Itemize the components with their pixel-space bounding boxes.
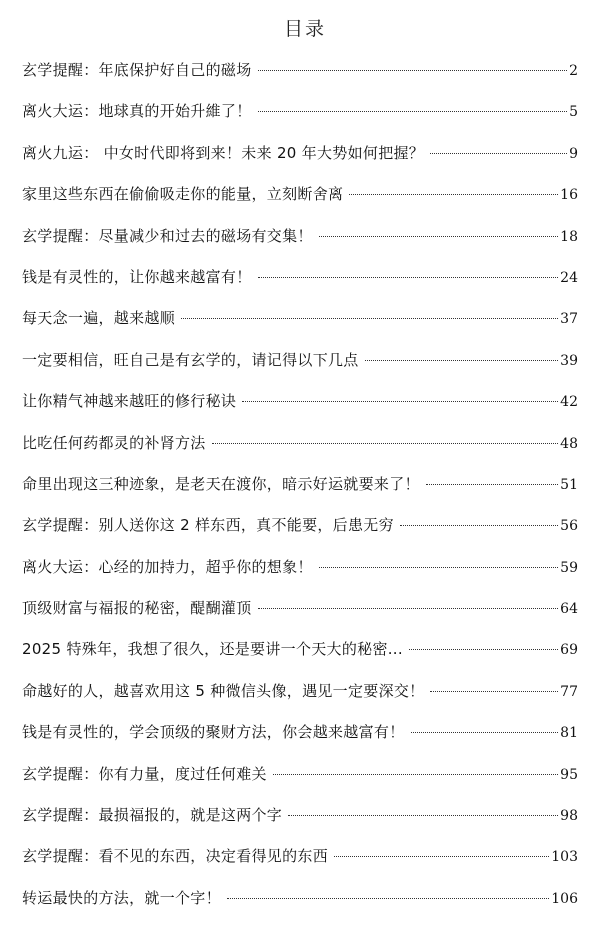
toc-entry[interactable]	[22, 302, 578, 343]
toc-entry[interactable]	[22, 261, 578, 302]
toc-entry[interactable]	[22, 840, 578, 881]
toc-entry-title[interactable]: 钱是有灵性的，让你越来越富有！	[22, 267, 252, 286]
toc-entry-title[interactable]: 玄学提醒：别人送你这 2 样东西，真不能要，后患无穷	[22, 516, 394, 535]
toc-entry[interactable]	[22, 592, 578, 633]
toc-entry-page-number[interactable]: 37	[560, 311, 578, 328]
dot-leader	[242, 401, 558, 402]
toc-entry[interactable]	[22, 137, 578, 178]
toc-entry[interactable]	[22, 178, 578, 219]
toc-entry-page-number[interactable]: 95	[560, 766, 578, 783]
toc-entry-title[interactable]: 转运最快的方法，就一个字！	[22, 888, 221, 907]
toc-entry-title[interactable]: 离火大运：心经的加持力，超乎你的想象！	[22, 557, 313, 576]
toc-entry[interactable]	[22, 95, 578, 136]
toc-entry[interactable]	[22, 633, 578, 674]
toc-entry-title[interactable]: 玄学提醒：年底保护好自己的磁场	[22, 61, 252, 79]
toc-entry-title[interactable]: 比吃任何药都灵的补肾方法	[22, 433, 206, 452]
dot-leader	[349, 194, 558, 195]
dot-leader	[400, 525, 558, 526]
toc-entry-title[interactable]: 命越好的人，越喜欢用这 5 种微信头像，遇见一定要深交！	[22, 681, 425, 700]
toc-entry-page-number[interactable]: 48	[560, 435, 578, 452]
toc-entry[interactable]	[22, 799, 578, 840]
dot-leader	[319, 236, 558, 237]
dot-leader	[426, 484, 558, 485]
toc-entry-page-number[interactable]: 5	[569, 104, 578, 121]
dot-leader	[227, 898, 549, 899]
toc-entry[interactable]	[22, 468, 578, 509]
dot-leader	[258, 608, 559, 609]
toc-entry-title[interactable]: 顶级财富与福报的秘密，醍醐灌顶	[22, 599, 252, 618]
toc-entry-page-number[interactable]: 81	[560, 725, 578, 742]
toc-entry-page-number[interactable]: 64	[560, 601, 578, 618]
dot-leader	[258, 277, 559, 278]
toc-entry-page-number[interactable]: 103	[551, 849, 578, 866]
toc-entry[interactable]	[22, 344, 578, 385]
dot-leader	[409, 649, 558, 650]
toc-entry[interactable]	[22, 509, 578, 550]
toc-entry-page-number[interactable]: 59	[560, 559, 578, 576]
dot-leader	[212, 443, 559, 444]
toc-entry-title[interactable]: 家里这些东西在偷偷吸走你的能量，立刻断舍离	[22, 185, 344, 204]
dot-leader	[411, 732, 559, 733]
toc-entry-page-number[interactable]: 51	[560, 476, 578, 493]
toc-entry-page-number[interactable]: 98	[560, 808, 578, 825]
toc-entry-page-number[interactable]: 69	[560, 642, 578, 659]
toc-list	[22, 54, 578, 923]
toc-entry[interactable]	[22, 551, 578, 592]
dot-leader	[334, 856, 549, 857]
dot-leader	[258, 70, 568, 71]
toc-entry-title[interactable]: 玄学提醒：尽量减少和过去的磁场有交集！	[22, 226, 313, 245]
toc-entry-title[interactable]: 一定要相信，旺自己是有玄学的，请记得以下几点	[22, 350, 359, 369]
toc-entry-page-number[interactable]: 106	[551, 890, 578, 907]
toc-entry-page-number[interactable]: 2	[569, 63, 578, 79]
toc-entry-page-number[interactable]: 9	[569, 145, 578, 162]
toc-entry-page-number[interactable]: 18	[560, 228, 578, 245]
toc-heading: 目录	[283, 18, 326, 40]
toc-entry-title[interactable]: 命里出现这三种迹象，是老天在渡你，暗示好运就要来了！	[22, 474, 420, 493]
dot-leader	[430, 691, 558, 692]
toc-entry-page-number[interactable]: 56	[560, 518, 578, 535]
dot-leader	[258, 111, 568, 112]
toc-entry-title[interactable]: 玄学提醒：最损福报的，就是这两个字	[22, 806, 283, 825]
toc-entry-title[interactable]: 钱是有灵性的，学会顶级的聚财方法，你会越来越富有！	[22, 723, 405, 742]
dot-leader	[273, 774, 558, 775]
toc-entry-page-number[interactable]: 24	[560, 269, 578, 286]
dot-leader	[181, 318, 558, 319]
dot-leader	[288, 815, 558, 816]
toc-entry[interactable]	[22, 427, 578, 468]
toc-entry[interactable]	[22, 54, 578, 95]
toc-entry[interactable]	[22, 220, 578, 261]
dot-leader	[430, 153, 567, 154]
toc-entry[interactable]	[22, 882, 578, 923]
toc-entry-page-number[interactable]: 39	[560, 352, 578, 369]
dot-leader	[365, 360, 559, 361]
toc-entry-title[interactable]: 让你精气神越来越旺的修行秘诀	[22, 392, 237, 411]
toc-entry-title[interactable]: 玄学提醒：看不见的东西，决定看得见的东西	[22, 847, 329, 866]
toc-entry-page-number[interactable]: 77	[560, 683, 578, 700]
toc-entry[interactable]	[22, 675, 578, 716]
toc-entry-page-number[interactable]: 16	[560, 187, 578, 204]
toc-entry[interactable]	[22, 758, 578, 799]
toc-entry[interactable]	[22, 385, 578, 426]
toc-entry-page-number[interactable]: 42	[560, 394, 578, 411]
dot-leader	[319, 567, 558, 568]
toc-entry-title[interactable]: 每天念一遍，越来越顺	[22, 309, 176, 328]
toc-entry-title[interactable]: 离火大运：地球真的开始升維了！	[22, 102, 252, 121]
toc-entry-title[interactable]: 2025 特殊年，我想了很久，还是要讲一个天大的秘密...	[22, 640, 403, 659]
toc-entry-title[interactable]: 离火九运： 中女时代即将到来！未来 20 年大势如何把握？	[22, 143, 425, 162]
toc-entry[interactable]	[22, 716, 578, 757]
toc-entry-title[interactable]: 玄学提醒：你有力量，度过任何难关	[22, 764, 267, 783]
